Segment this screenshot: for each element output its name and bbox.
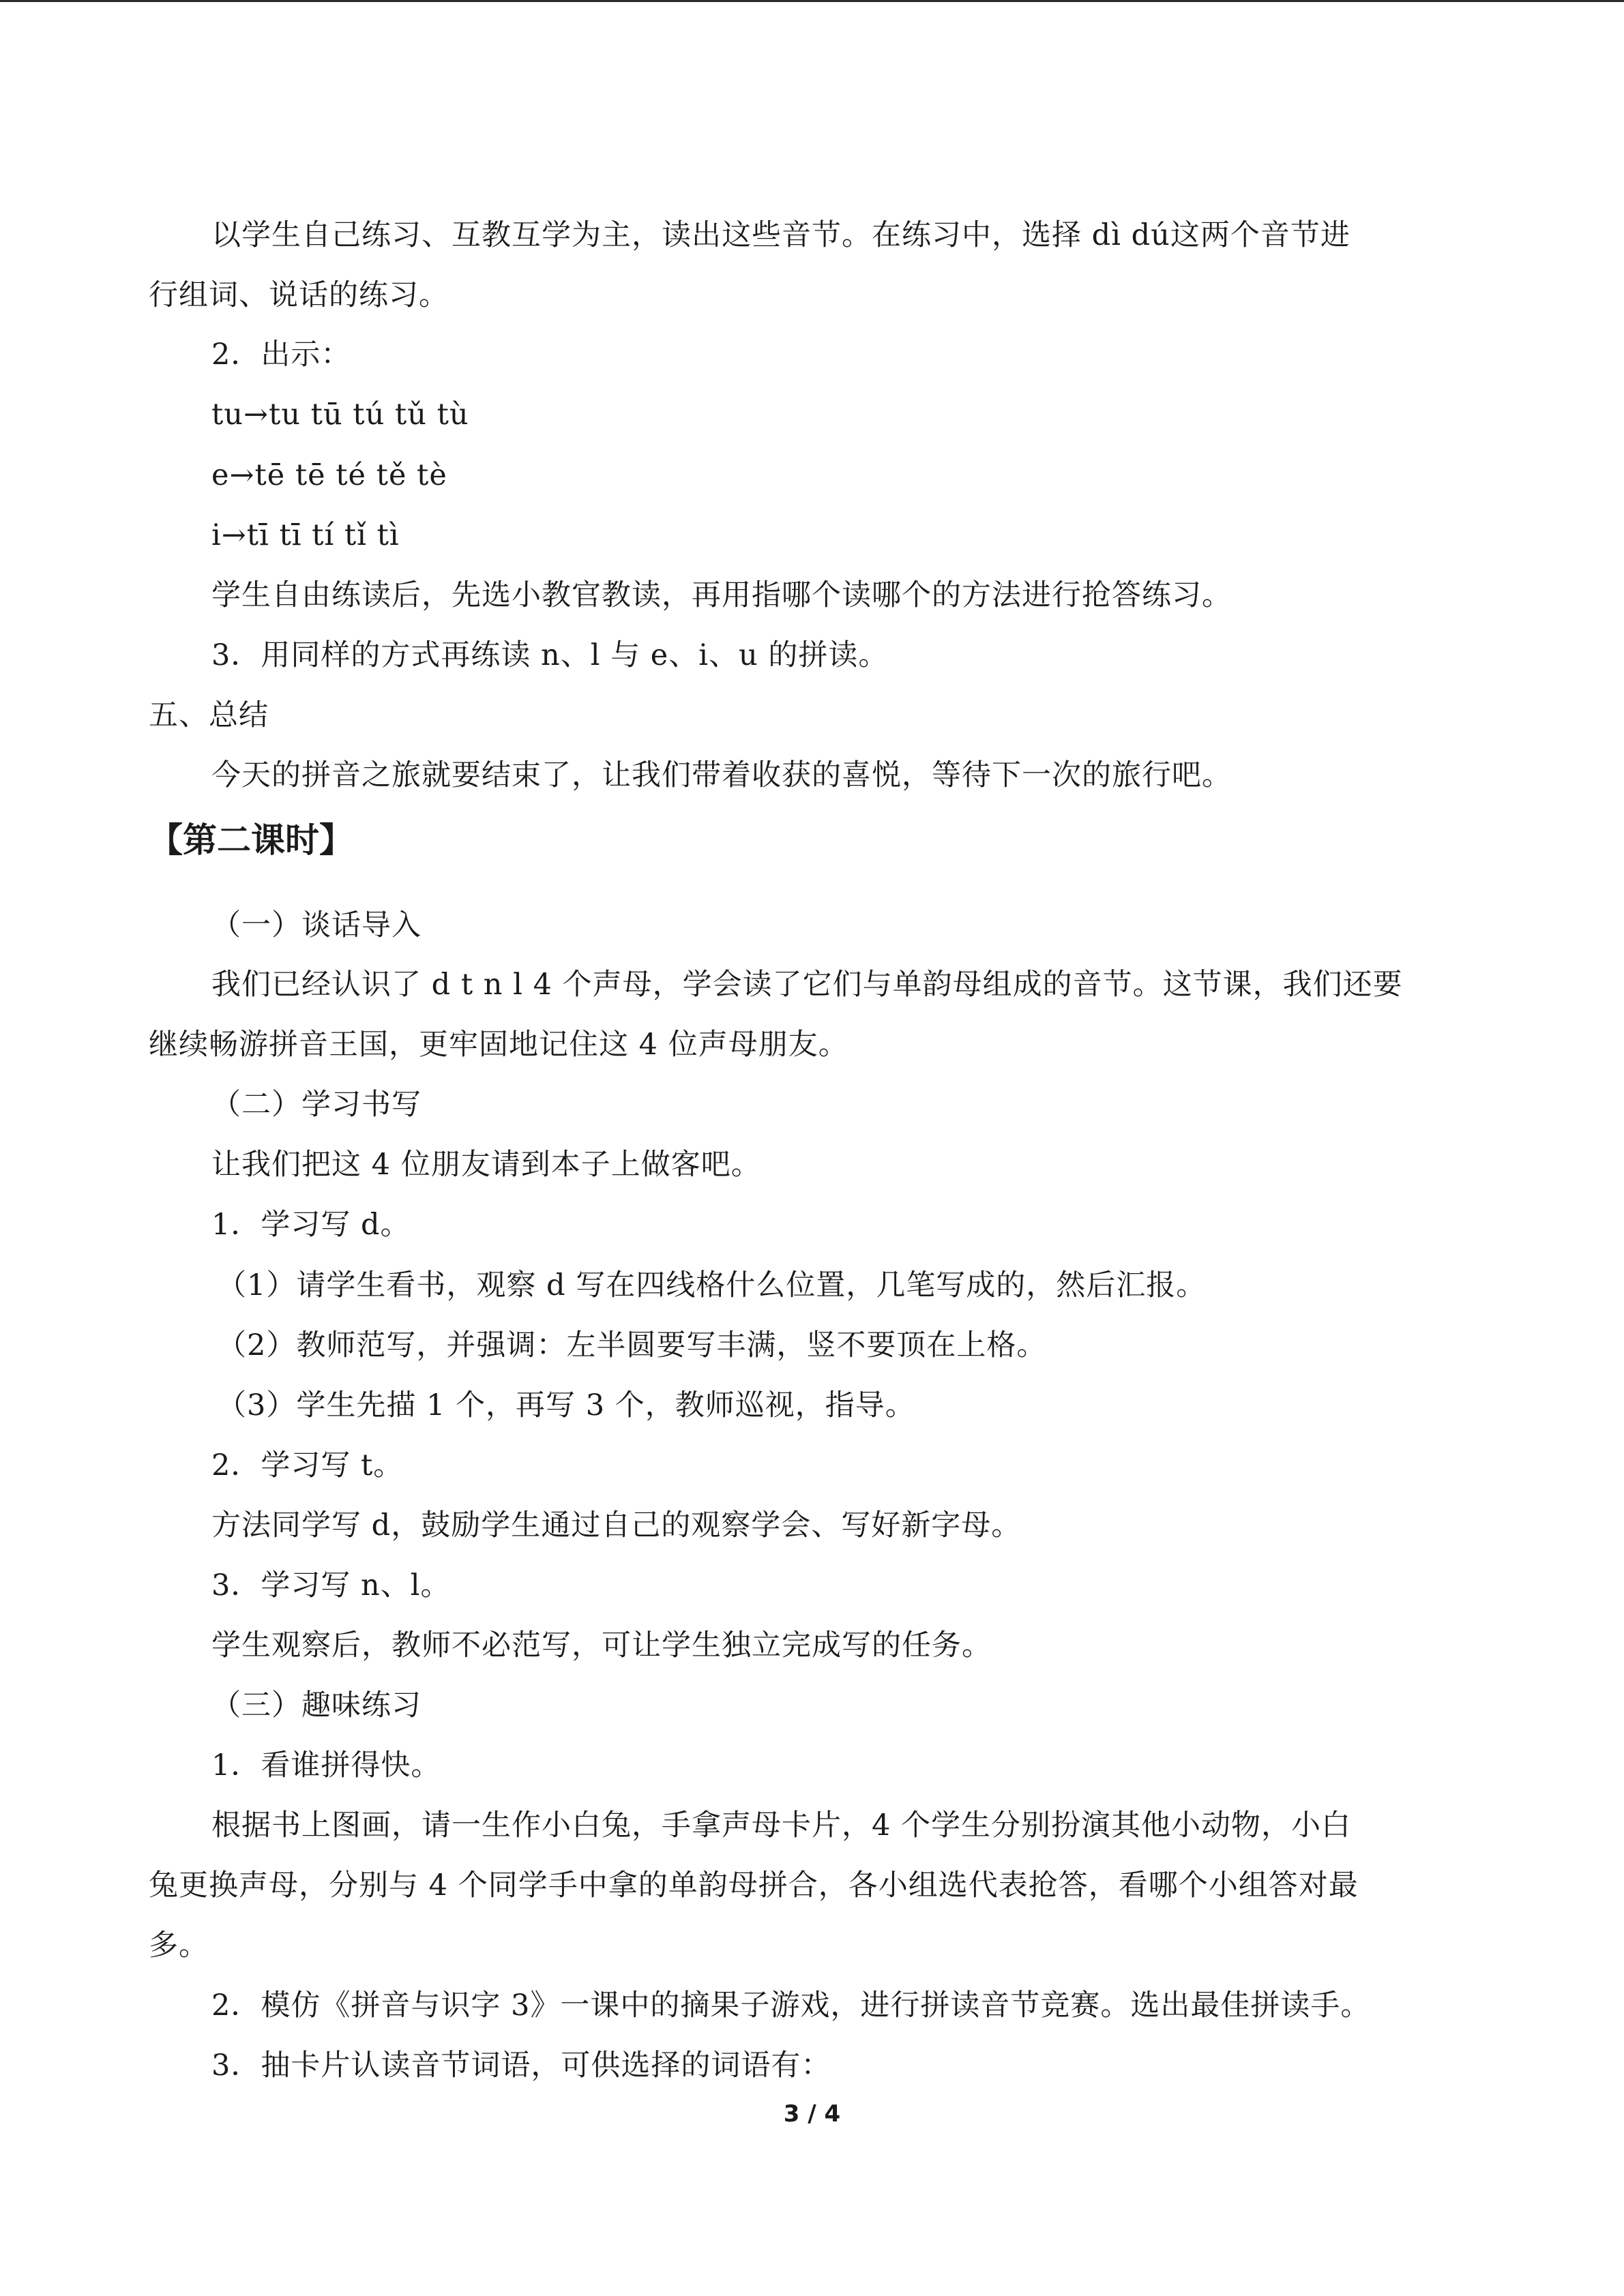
- paragraph-line: 学生自由练读后，先选小教官教读，再用指哪个读哪个的方法进行抢答练习。: [211, 578, 1232, 612]
- section-heading: 五、总结: [149, 698, 269, 732]
- subsection-heading: （一）谈话导入: [211, 908, 422, 942]
- page-number: 3 / 4: [783, 2100, 841, 2128]
- paragraph-line: 以学生自己练习、互教互学为主，读出这些音节。在练习中，选择 dì dú这两个音节进: [211, 218, 1350, 252]
- top-border: [0, 0, 1624, 2]
- paragraph-line: 兔更换声母，分别与 4 个同学手中拿的单韵母拼合，各小组选代表抢答，看哪个小组答对最: [149, 1868, 1359, 1903]
- subsection-heading: （二）学习书写: [211, 1088, 422, 1122]
- paragraph-line: 我们已经认识了 d t n l 4 个声母，学会读了它们与单韵母组成的音节。这节课，我们还要: [211, 968, 1403, 1002]
- list-item: 3．用同样的方式再练读 n、l 与 e、i、u 的拼读。: [211, 638, 889, 672]
- list-item: 2．模仿《拼音与识字 3》一课中的摘果子游戏，进行拼读音节竞赛。选出最佳拼读手。: [211, 1988, 1371, 2023]
- list-item: 3．抽卡片认读音节词语，可供选择的词语有：: [211, 2048, 831, 2083]
- paragraph-line: 根据书上图画，请一生作小白兔，手拿声母卡片，4 个学生分别扮演其他小动物，小白: [211, 1808, 1352, 1843]
- pinyin-line: tu→tu tū tú tǔ tù: [211, 398, 469, 432]
- lesson-title: 【第二课时】: [149, 820, 353, 860]
- list-item: 2．出示：: [211, 338, 351, 372]
- paragraph-line: 今天的拼音之旅就要结束了，让我们带着收获的喜悦，等待下一次的旅行吧。: [211, 758, 1232, 792]
- paragraph-line: 让我们把这 4 位朋友请到本子上做客吧。: [211, 1148, 761, 1182]
- paragraph-line: 方法同学写 d，鼓励学生通过自己的观察学会、写好新字母。: [211, 1508, 1022, 1542]
- paragraph-line: 学生观察后，教师不必范写，可让学生独立完成写的任务。: [211, 1628, 992, 1663]
- list-item: （3）学生先描 1 个，再写 3 个，教师巡视，指导。: [217, 1388, 915, 1422]
- list-item: （1）请学生看书，观察 d 写在四线格什么位置，几笔写成的，然后汇报。: [217, 1268, 1207, 1302]
- list-item: 1．学习写 d。: [211, 1208, 411, 1242]
- subsection-heading: （三）趣味练习: [211, 1688, 422, 1723]
- paragraph-line: 行组词、说话的练习。: [149, 278, 449, 312]
- pinyin-line: e→tē tē té tě tè: [211, 458, 447, 492]
- list-item: 3．学习写 n、l。: [211, 1568, 451, 1602]
- list-item: 1．看谁拼得快。: [211, 1748, 441, 1783]
- paragraph-line: 继续畅游拼音王国，更牢固地记住这 4 位声母朋友。: [149, 1028, 848, 1062]
- pinyin-line: i→tī tī tí tǐ tì: [211, 518, 400, 552]
- list-item: （2）教师范写，并强调：左半圆要写丰满，竖不要顶在上格。: [217, 1328, 1047, 1362]
- list-item: 2．学习写 t。: [211, 1448, 404, 1482]
- paragraph-line: 多。: [149, 1928, 209, 1963]
